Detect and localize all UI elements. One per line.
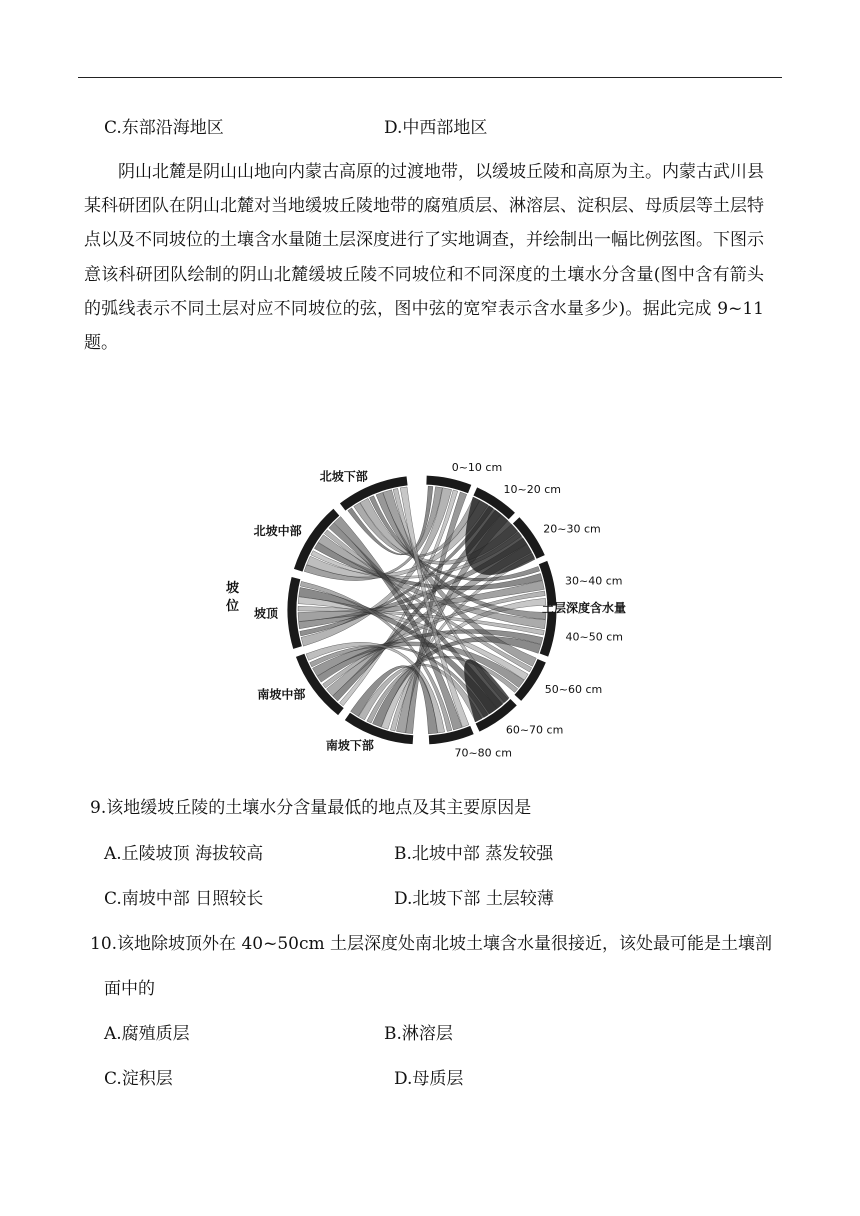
q10-option-c: C.淀积层 — [104, 1069, 173, 1089]
q9-stem: 9.该地缓坡丘陵的土壤水分含量最低的地点及其主要原因是 — [90, 798, 532, 818]
q9-option-d: D.北坡下部 土层较薄 — [394, 889, 554, 909]
depth-axis-label: 土层深度含水量 — [542, 601, 627, 615]
slope-label: 坡顶 — [254, 606, 279, 621]
depth-label: 40~50 cm — [565, 630, 624, 644]
slope-axis-label-2: 位 — [226, 599, 240, 614]
q10-stem-line1: 10.该地除坡顶外在 40~50cm 土层深度处南北坡土壤含水量很接近，该处最可能是土壤剖 — [90, 934, 772, 954]
figure-labels — [225, 461, 626, 759]
q10-option-b: B.淋溶层 — [384, 1024, 453, 1044]
depth-label: 10~20 cm — [503, 482, 562, 496]
q10-stem-line2: 面中的 — [104, 979, 155, 999]
intro-paragraph: 阴山北麓是阴山山地向内蒙古高原的过渡地带，以缓坡丘陵和高原为主。内蒙古武川县某科研团队在阴山北麓对当地缓坡丘陵地带的腐殖质层、淋溶层、淀积层、母质层等土层特点以及不同坡位的土壤含水量随土层深度进行了实地调查，并绘制出一幅比例弦图。下图示意该科研团队绘制的阴山北麓缓坡丘陵不同坡位和不同深度的土壤水分含量(图中含有箭头的弧线表示不同土层对应不同坡位的弦，图中弦的宽窄表示含水量多少)。据此完成 9~11 题。 — [84, 162, 764, 354]
depth-label: 70~80 cm — [454, 746, 512, 760]
chord-diagram — [212, 440, 652, 780]
depth-label: 50~60 cm — [544, 682, 603, 696]
option-d-top: D.中西部地区 — [384, 118, 488, 138]
slope-label: 北坡下部 — [319, 469, 368, 484]
depth-label: 20~30 cm — [543, 522, 601, 536]
depth-arc — [427, 480, 470, 489]
q10-option-d: D.母质层 — [394, 1069, 464, 1089]
header-rule — [78, 77, 782, 78]
q9-option-b: B.北坡中部 蒸发较强 — [394, 844, 554, 864]
slope-label: 南坡中部 — [257, 687, 306, 702]
depth-label: 0~10 cm — [451, 461, 503, 475]
slope-label: 北坡中部 — [253, 523, 302, 538]
q9-option-a: A.丘陵坡顶 海拔较高 — [104, 844, 264, 864]
q9-option-c: C.南坡中部 日照较长 — [104, 889, 264, 909]
slope-label: 南坡下部 — [325, 738, 374, 753]
q10-option-a: A.腐殖质层 — [104, 1024, 190, 1044]
chord-bands — [298, 486, 546, 734]
depth-label: 60~70 cm — [505, 723, 564, 737]
option-c-top: C.东部沿海地区 — [104, 118, 224, 138]
slope-arc — [292, 578, 298, 647]
depth-label: 30~40 cm — [564, 574, 623, 588]
slope-axis-label-1: 坡 — [226, 581, 240, 596]
